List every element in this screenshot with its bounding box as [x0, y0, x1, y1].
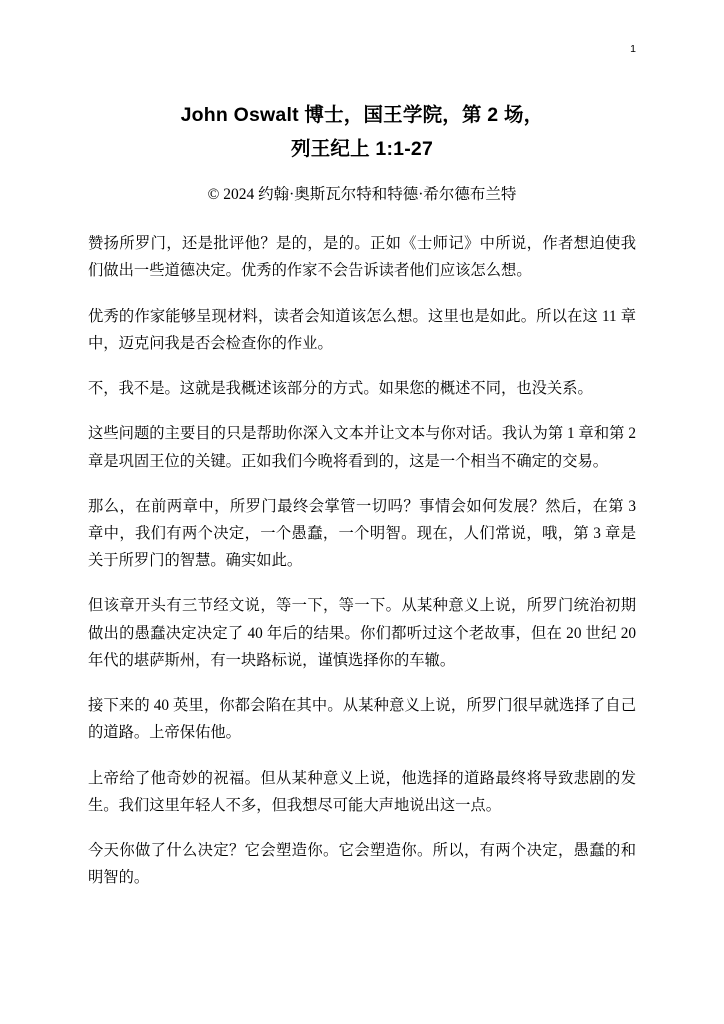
paragraph: 但该章开头有三节经文说，等一下，等一下。从某种意义上说，所罗门统治初期做出的愚蠢决定决定了 40 年后的结果。你们都听过这个老故事，但在 20 世纪 20 年代的堪萨斯州，有一块路标说，谨慎选择你的车辙。	[88, 597, 636, 669]
page-number: 1	[630, 43, 636, 55]
paragraph: 接下来的 40 英里，你都会陷在其中。从某种意义上说，所罗门很早就选择了自己的道路。上帝保佑他。	[88, 697, 636, 742]
paragraph: 今天你做了什么决定？它会塑造你。它会塑造你。所以，有两个决定，愚蠢的和明智的。	[88, 841, 636, 887]
paragraph: 赞扬所罗门，还是批评他？是的，是的。正如《士师记》中所说，作者想迫使我们做出一些道德决定。优秀的作家不会告诉读者他们应该怎么想。	[88, 235, 636, 280]
paragraph: 这些问题的主要目的只是帮助你深入文本并让文本与你对话。我认为第 1 章和第 2 章是巩固王位的关键。正如我们今晚将看到的，这是一个相当不确定的交易。	[88, 425, 636, 470]
title-line-2: 列王纪上 1:1-27	[291, 138, 433, 161]
title-line-1: John Oswalt 博士，国王学院，第 2 场，	[180, 104, 544, 126]
paragraph: 不，我不是。这就是我概述该部分的方式。如果您的概述不同，也没关系。	[88, 380, 593, 398]
paragraph: 那么，在前两章中，所罗门最终会掌管一切吗？事情会如何发展？然后，在第 3 章中，我们有两个决定，一个愚蠢，一个明智。现在，人们常说，哦，第 3 章是关于所罗门的智慧。确实如此。	[88, 497, 636, 570]
document-title	[88, 98, 636, 166]
paragraph: 优秀的作家能够呈现材料，读者会知道该怎么想。这里也是如此。所以在这 11 章中，迈克问我是否会检查你的作业。	[88, 307, 636, 352]
paragraph: 上帝给了他奇妙的祝福。但从某种意义上说，他选择的道路最终将导致悲剧的发生。我们这里年轻人不多，但我想尽可能大声地说出这一点。	[88, 769, 636, 814]
document-body	[88, 230, 636, 891]
copyright-notice: © 2024 约翰·奥斯瓦尔特和特德·希尔德布兰特	[207, 186, 517, 204]
